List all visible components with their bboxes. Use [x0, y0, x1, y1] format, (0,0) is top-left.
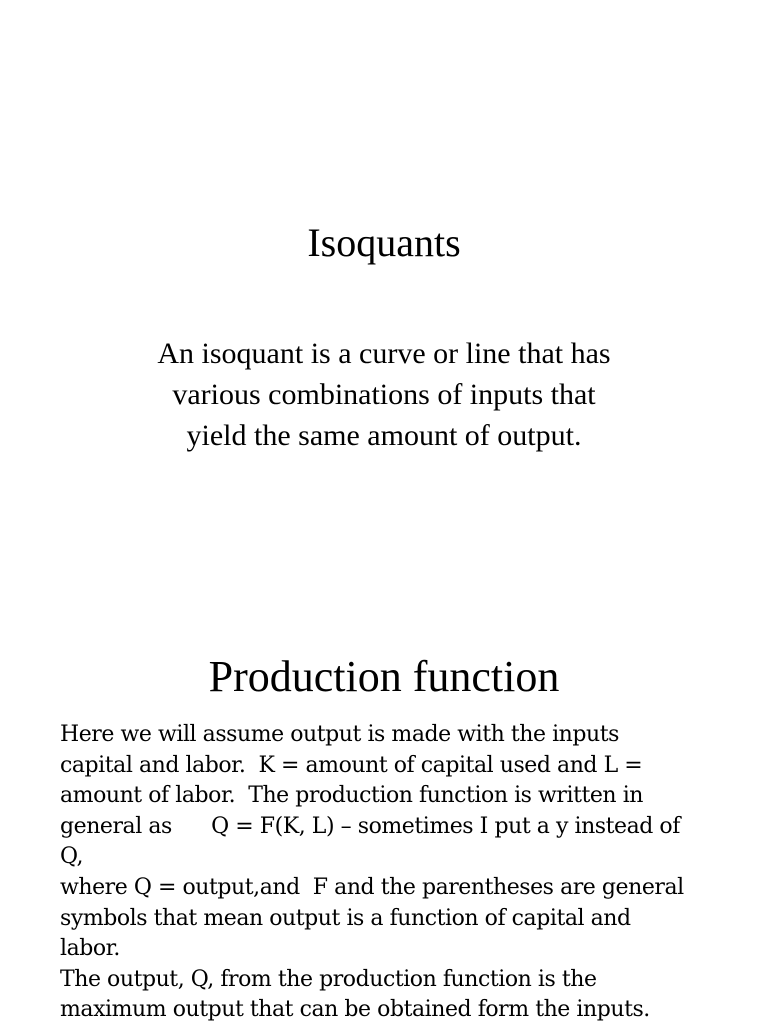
body-line: amount of labor. The production function is written in	[60, 783, 644, 809]
body-line: labor.	[60, 936, 120, 962]
definition-line: An isoquant is a curve or line that has	[157, 337, 611, 370]
body-line: maximum output that can be obtained form the inputs.	[60, 997, 650, 1023]
definition-line: yield the same amount of output.	[186, 419, 582, 452]
body-line: Q,	[60, 844, 84, 870]
slide-title-isoquants: Isoquants	[307, 220, 461, 265]
isoquant-definition	[84, 333, 684, 456]
definition-line: various combinations of inputs that	[172, 378, 596, 411]
slide-production-function	[0, 520, 768, 1024]
production-function-body	[60, 720, 740, 1026]
body-line: symbols that mean output is a function of capital and	[60, 905, 631, 931]
body-line: general as Q = F(K, L) – sometimes I put a y instead of	[60, 813, 680, 839]
body-line: The output, Q, from the production function is the	[60, 966, 597, 992]
slide-title-production-function: Production function	[208, 652, 560, 701]
body-line: capital and labor. K = amount of capital used and L =	[60, 752, 643, 778]
body-line: Here we will assume output is made with the inputs	[60, 722, 619, 747]
body-line: where Q = output,and F and the parentheses are general	[60, 874, 684, 900]
